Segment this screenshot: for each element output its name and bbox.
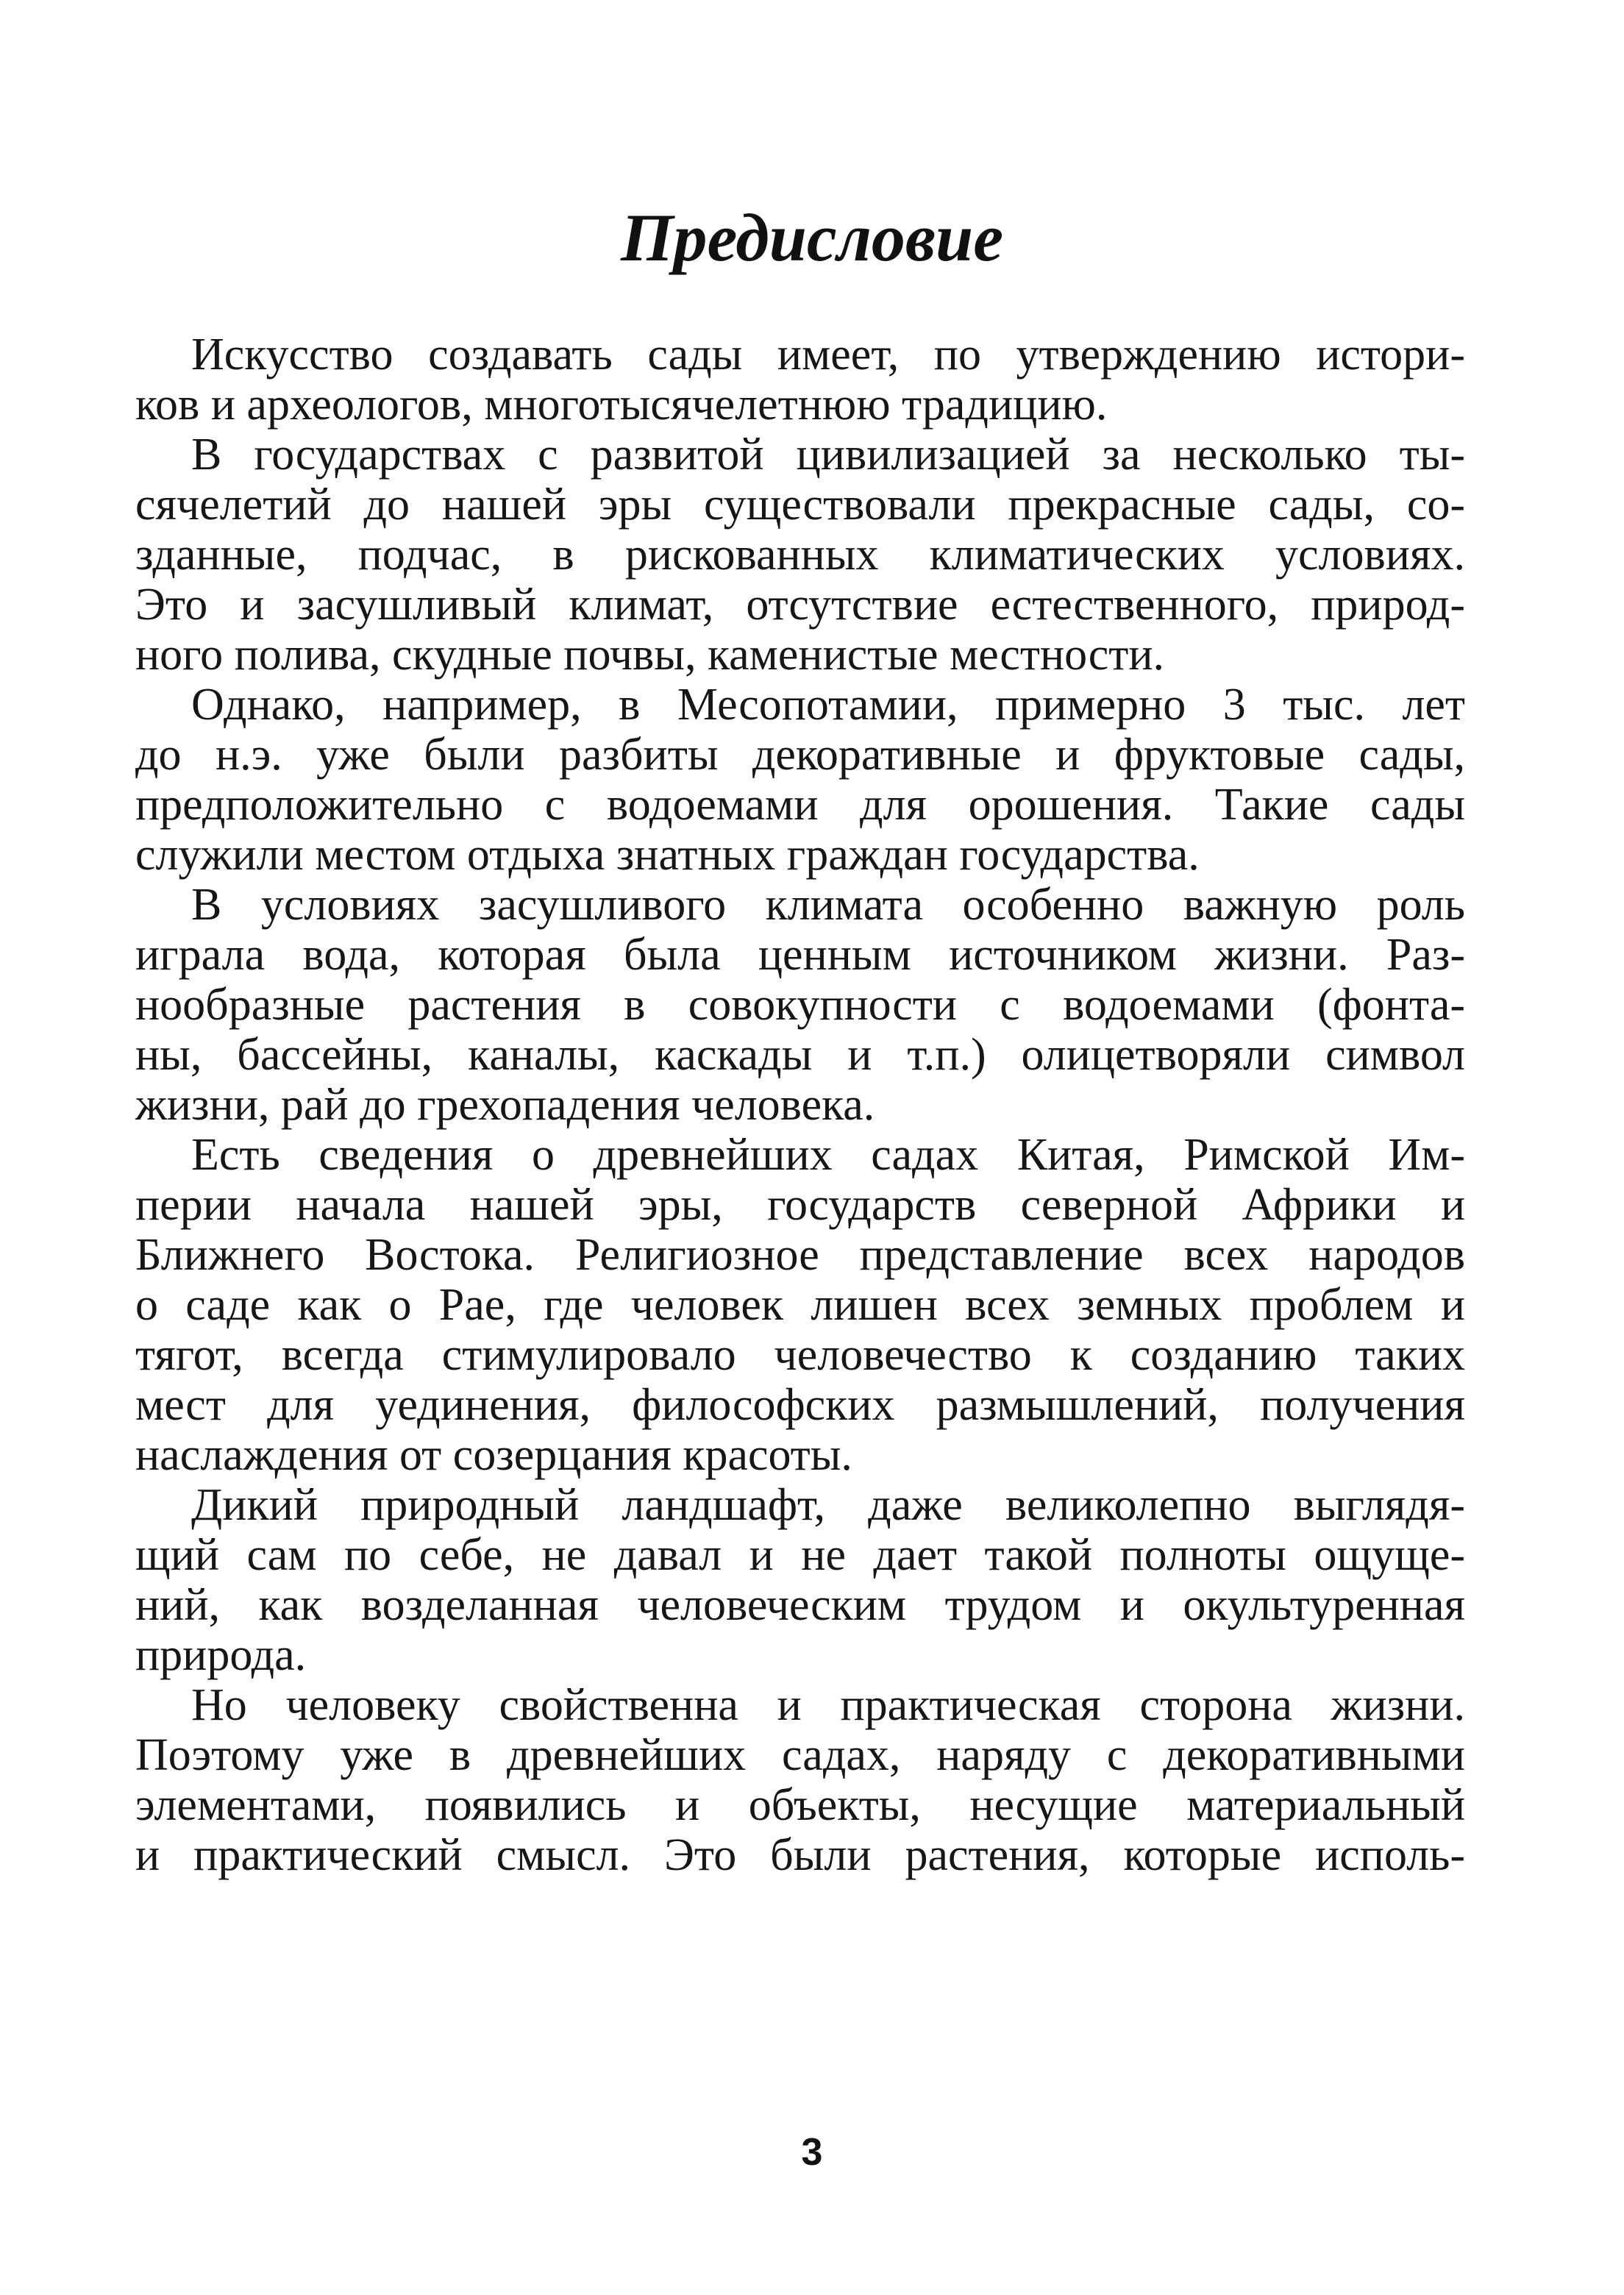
text-line: природа. xyxy=(135,1630,307,1680)
text-line: мест для уединения, философских размышлений, получения xyxy=(135,1380,1465,1430)
text-line: Дикий природный ландшафт, даже великолепно выглядя- xyxy=(191,1480,1465,1530)
text-line: щий сам по себе, не давал и не дает такой полноты ощуще- xyxy=(135,1530,1465,1580)
text-line: служили местом отдыха знатных граждан государства. xyxy=(135,830,1200,880)
text-line: сячелетий до нашей эры существовали прекрасные сады, со- xyxy=(135,480,1465,530)
text-line: о саде как о Рае, где человек лишен всех земных проблем и xyxy=(135,1280,1465,1330)
body-text xyxy=(135,330,1465,1880)
text-line: В государствах с развитой цивилизацией за несколько ты- xyxy=(191,430,1465,480)
text-line: ний, как возделанная человеческим трудом и окультуренная xyxy=(135,1580,1465,1630)
text-line: играла вода, которая была ценным источником жизни. Раз- xyxy=(135,930,1465,980)
text-line: Поэтому уже в древнейших садах, наряду с декоративными xyxy=(135,1730,1465,1780)
text-line: Искусство создавать сады имеет, по утверждению истори- xyxy=(191,330,1465,380)
page-number: 3 xyxy=(801,2131,823,2174)
text-line: В условиях засушливого климата особенно важную роль xyxy=(191,880,1465,930)
text-line: наслаждения от созерцания красоты. xyxy=(135,1430,852,1480)
text-line: перии начала нашей эры, государств северной Африки и xyxy=(135,1180,1465,1230)
text-line: Однако, например, в Месопотамии, примерно 3 тыс. лет xyxy=(191,680,1465,730)
text-line: ны, бассейны, каналы, каскады и т.п.) олицетворяли символ xyxy=(135,1030,1465,1080)
text-line: жизни, рай до грехопадения человека. xyxy=(135,1080,875,1130)
text-line: Есть сведения о древнейших садах Китая, Римской Им- xyxy=(191,1130,1465,1180)
page-title: Предисловие xyxy=(620,200,1004,275)
text-line: и практический смысл. Это были растения, которые исполь- xyxy=(135,1830,1465,1880)
text-line: ного полива, скудные почвы, каменистые местности. xyxy=(135,630,1164,680)
text-line: предположительно с водоемами для орошения. Такие сады xyxy=(135,780,1465,830)
text-line: Ближнего Востока. Религиозное представление всех народов xyxy=(135,1230,1465,1280)
text-line: до н.э. уже были разбиты декоративные и фруктовые сады, xyxy=(135,730,1465,780)
text-line: Это и засушливый климат, отсутствие естественного, природ- xyxy=(135,580,1465,630)
text-line: тягот, всегда стимулировало человечество к созданию таких xyxy=(135,1330,1465,1380)
text-line: Но человеку свойственна и практическая сторона жизни. xyxy=(191,1680,1465,1730)
text-line: нообразные растения в совокупности с водоемами (фонта- xyxy=(135,980,1465,1030)
text-line: ков и археологов, многотысячелетнюю традицию. xyxy=(135,380,1108,430)
text-line: зданные, подчас, в рискованных климатических условиях. xyxy=(135,530,1465,580)
text-line: элементами, появились и объекты, несущие материальный xyxy=(135,1780,1465,1830)
